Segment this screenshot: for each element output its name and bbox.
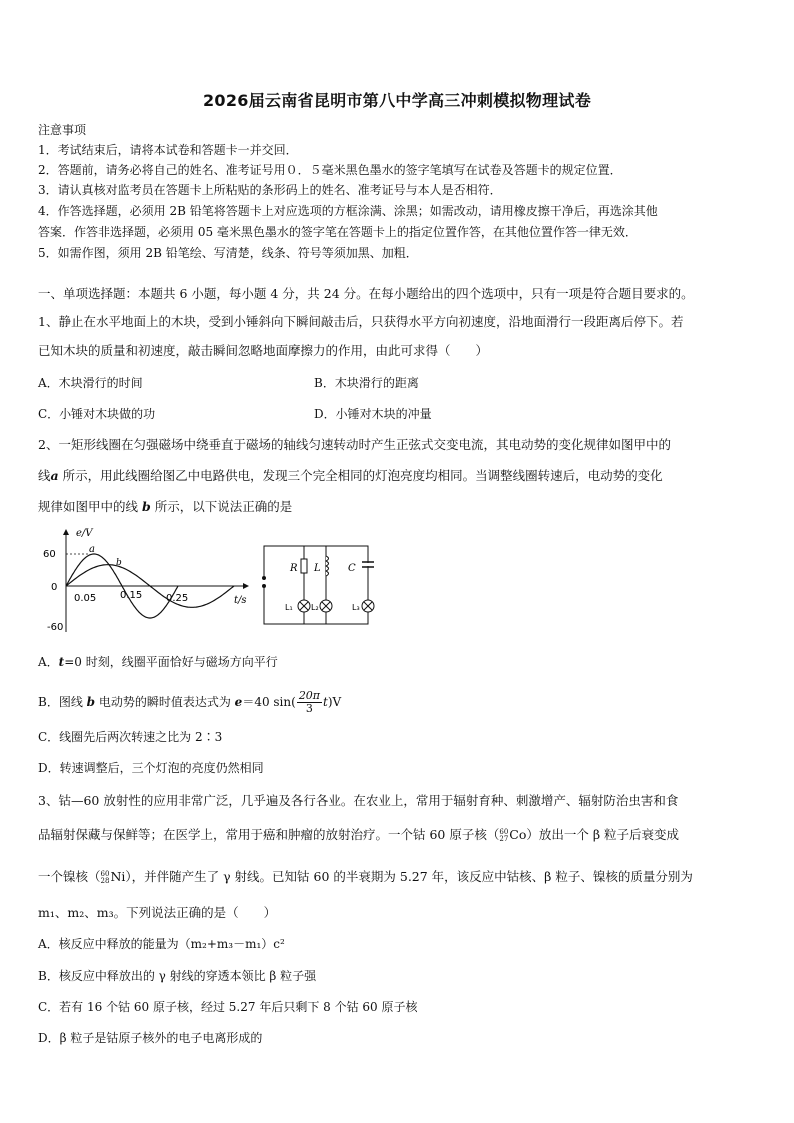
q3-line-1: 3、钴—60 放射性的应用非常广泛，几乎遍及各行各业。在农业上，常用于辐射育种、刺激增产、辐射防治虫害和食 [38,793,679,808]
y-axis-label: e/V [76,528,93,539]
notice-heading: 注意事项 [38,123,87,137]
cobalt-isotope: 60 27 [499,827,509,843]
resistor-label: R [290,563,298,574]
q3-line-3: 一个镍核（ 60 28 Ni），并伴随产生了 γ 射线。已知钴 60 的半衰期为 5.27 年，该反应中钴核、β 粒子、镍核的质量分别为 [38,869,693,885]
q3-line-2: 品辐射保藏与保鲜等；在医学上，常用于癌和肿瘤的放射治疗。一个钴 60 原子核（ 60 27 Co）放出一个 β 粒子后衰变成 [38,827,680,843]
terminal-top [263,577,266,580]
q2-option-c: C．线圈先后两次转速之比为 2∶3 [38,730,223,744]
q3-option-c: C．若有 16 个钴 60 原子核，经过 5.27 年后只剩下 8 个钴 60 原子核 [38,1000,418,1014]
q1-line-2: 已知木块的质量和初速度，敲击瞬间忽略地面摩擦力的作用，由此可求得（ ） [38,343,489,358]
y-tick-60: 60 [43,549,56,560]
terminal-bottom [263,585,266,588]
notice-item-4: 4．作答选择题，必须用 2B 铅笔将答题卡上对应选项的方框涂满、涂黑；如需改动，请用橡皮擦干净后，再选涂其他 [38,204,658,218]
x-tick-025: 0.25 [166,593,189,604]
notice-item-5: 5．如需作图，须用 2B 铅笔绘、写清楚，线条、符号等须加黑、加粗． [38,246,418,260]
q3-option-b: B．核反应中释放出的 γ 射线的穿透本领比 β 粒子强 [38,969,317,983]
capacitor-gap [363,563,373,566]
q3-option-d: D．β 粒子是钴原子核外的电子电离形成的 [38,1031,263,1045]
resistor [301,559,307,573]
fraction: $\frac{20\pi}{3}$ [298,689,321,715]
capacitor-label: C [348,563,356,574]
q2-line-1: 2、一矩形线圈在匀强磁场中绕垂直于磁场的轴线匀速转动时产生正弦式交变电流，其电动势的变化规律如图甲中的 [38,437,671,452]
q1-option-c: C．小锤对木块做的功 [38,407,156,421]
q2-option-a: A．t=0 时刻，线圈平面恰好与磁场方向平行 [38,655,278,669]
q3-line-4: m₁、m₂、m₃。下列说法正确的是（ ） [38,905,277,920]
q1-option-b: B．木块滑行的距离 [314,376,419,390]
section-heading: 一、单项选择题：本题共 6 小题，每小题 4 分，共 24 分。在每小题给出的四个选项中，只有一项是符合题目要求的。 [38,286,694,301]
x-tick-005: 0.05 [74,593,97,604]
figure-q2 [38,526,378,638]
notice-item-1: 1．考试结束后，请将本试卷和答题卡一并交回． [38,143,298,157]
lamp-2-label: L₂ [311,603,319,612]
q1-option-d: D．小锤对木块的冲量 [314,407,432,421]
notice-item-4-cont: 答案．作答非选择题，必须用 05 毫米黑色墨水的签字笔在答题卡上的指定位置作答，在其他位置作答一律无效． [38,225,637,239]
q1-option-a: A．木块滑行的时间 [38,376,143,390]
nickel-isotope: 60 28 [100,869,110,885]
x-tick-015: 0.15 [120,590,143,601]
circuit-diagram [263,546,375,624]
q2-line-3: 规律如图甲中的线 b 所示，以下说法正确的是 [38,499,293,514]
y-tick-neg60: -60 [47,622,64,633]
inductor [326,556,329,576]
notice-item-3: 3．请认真核对监考员在答题卡上所粘贴的条形码上的姓名、准考证号与本人是否相符． [38,183,502,197]
q2-option-d: D．转速调整后，三个灯泡的亮度仍然相同 [38,761,264,775]
series-b-label: b [116,558,122,568]
lamp-1-label: L₁ [285,603,293,612]
q3-option-a: A．核反应中释放的能量为（m₂+m₃－m₁）c² [38,937,285,951]
x-axis-label: t/s [234,595,247,606]
series-a-label: a [89,544,95,555]
notice-item-2: 2．答题前，请务必将自己的姓名、准考证号用０．５毫米黑色墨水的签字笔填写在试卷及答题卡的规定位置． [38,163,622,177]
lamp-3-label: L₃ [352,603,360,612]
y-tick-0: 0 [51,582,58,593]
exam-title: 2026届云南省昆明市第八中学高三冲刺模拟物理试卷 [202,91,592,110]
x-axis-arrow [243,583,249,589]
circuit-outer-wire [264,546,368,624]
q2-line-2: 线a 所示，用此线圈给图乙中电路供电，发现三个完全相同的灯泡亮度均相同。当调整线圈转速后，电动势的变化 [38,468,663,483]
q1-line-1: 1、静止在水平地面上的木块，受到小锤斜向下瞬间敲击后，只获得水平方向初速度，沿地面滑行一段距离后停下。若 [38,314,684,329]
y-axis-arrow [63,529,69,535]
inductor-label: L [314,563,321,574]
q2-option-b: B．图线 b 电动势的瞬时值表达式为 e＝40 sin( $\frac{20\pi}{3}$ t)V [38,689,342,715]
